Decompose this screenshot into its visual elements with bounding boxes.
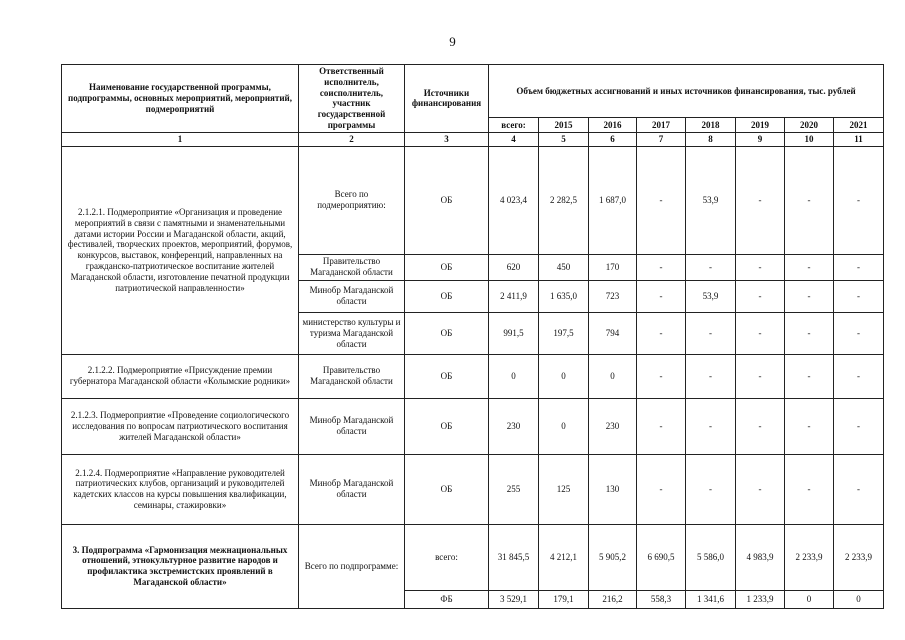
responsible-cell: Минобр Магаданской области (299, 454, 405, 524)
value-cell: - (834, 398, 884, 454)
value-cell: 4 983,9 (736, 524, 785, 590)
responsible-cell: Минобр Магаданской области (299, 398, 405, 454)
value-cell: 0 (539, 398, 589, 454)
column-number-5: 5 (539, 132, 589, 146)
table-row (62, 398, 884, 454)
source-cell: ОБ (405, 354, 489, 398)
responsible-cell: Всего по подмероприятию: (299, 146, 405, 254)
value-cell: - (736, 454, 785, 524)
column-number-row (62, 132, 884, 146)
value-cell: - (834, 280, 884, 312)
value-cell: 558,3 (637, 590, 686, 608)
source-cell: ОБ (405, 254, 489, 280)
value-cell: 230 (489, 398, 539, 454)
value-cell: 1 635,0 (539, 280, 589, 312)
column-number-10: 10 (785, 132, 834, 146)
value-cell: 3 529,1 (489, 590, 539, 608)
value-cell: 991,5 (489, 312, 539, 354)
value-cell: - (834, 312, 884, 354)
value-cell: 170 (589, 254, 637, 280)
value-cell: - (785, 254, 834, 280)
header-year-0: всего: (489, 118, 539, 132)
header-sources: Источники финансирования (405, 65, 489, 133)
value-cell: 230 (589, 398, 637, 454)
page-number: 9 (449, 34, 456, 49)
value-cell: - (785, 354, 834, 398)
column-number-7: 7 (637, 132, 686, 146)
value-cell: - (736, 398, 785, 454)
column-number-4: 4 (489, 132, 539, 146)
column-number-11: 11 (834, 132, 884, 146)
source-cell: ОБ (405, 312, 489, 354)
header-year-6: 2020 (785, 118, 834, 132)
header-year-3: 2017 (637, 118, 686, 132)
source-cell: ОБ (405, 398, 489, 454)
responsible-cell: Минобр Магаданской области (299, 280, 405, 312)
source-cell: ОБ (405, 454, 489, 524)
value-cell: - (834, 454, 884, 524)
column-number-2: 2 (299, 132, 405, 146)
value-cell: 2 233,9 (834, 524, 884, 590)
header-program-name: Наименование государственной программы, подпрограммы, основных мероприятий, мероприятий, подмероприятий (62, 65, 299, 133)
value-cell: 197,5 (539, 312, 589, 354)
program-name-cell: 2.1.2.2. Подмероприятие «Присуждение премии губернатора Магаданской области «Колымские родники» (62, 354, 299, 398)
value-cell: - (785, 454, 834, 524)
value-cell: 1 233,9 (736, 590, 785, 608)
header-responsible: Ответственный исполнитель, соисполнитель, участник государственной программы (299, 65, 405, 133)
responsible-cell: Правительство Магаданской области (299, 354, 405, 398)
value-cell: 620 (489, 254, 539, 280)
value-cell: - (637, 454, 686, 524)
column-number-9: 9 (736, 132, 785, 146)
header-row (62, 65, 884, 118)
value-cell: 5 905,2 (589, 524, 637, 590)
source-cell: ОБ (405, 146, 489, 254)
header-year-7: 2021 (834, 118, 884, 132)
program-name-cell: 2.1.2.3. Подмероприятие «Проведение социологического исследования по вопросам патриотического воспитания жителей Магаданской области» (62, 398, 299, 454)
value-cell: 2 282,5 (539, 146, 589, 254)
value-cell: - (785, 398, 834, 454)
value-cell: 0 (834, 590, 884, 608)
value-cell: - (834, 354, 884, 398)
value-cell: - (834, 146, 884, 254)
value-cell: - (637, 312, 686, 354)
value-cell: - (637, 398, 686, 454)
value-cell: 2 411,9 (489, 280, 539, 312)
value-cell: 450 (539, 254, 589, 280)
responsible-cell: Всего по подпрограмме: (299, 524, 405, 608)
value-cell: - (736, 280, 785, 312)
table-row (62, 454, 884, 524)
program-name-cell: 3. Подпрограмма «Гармонизация межнациональных отношений, этнокультурное развитие народов и профилактика экстремистских проявлений в Магаданской области» (62, 524, 299, 608)
value-cell: 2 233,9 (785, 524, 834, 590)
value-cell: - (686, 398, 736, 454)
value-cell: - (736, 312, 785, 354)
value-cell: - (785, 280, 834, 312)
value-cell: - (686, 454, 736, 524)
value-cell: - (736, 146, 785, 254)
value-cell: - (637, 146, 686, 254)
value-cell: 4 023,4 (489, 146, 539, 254)
value-cell: - (637, 254, 686, 280)
value-cell: 0 (539, 354, 589, 398)
responsible-cell: Правительство Магаданской области (299, 254, 405, 280)
value-cell: - (686, 312, 736, 354)
value-cell: 53,9 (686, 146, 736, 254)
value-cell: 0 (589, 354, 637, 398)
value-cell: - (736, 254, 785, 280)
value-cell: - (686, 254, 736, 280)
value-cell: 130 (589, 454, 637, 524)
value-cell: 1 687,0 (589, 146, 637, 254)
value-cell: 723 (589, 280, 637, 312)
header-volume: Объем бюджетных ассигнований и иных источников финансирования, тыс. рублей (489, 65, 884, 118)
table-row (62, 146, 884, 254)
value-cell: 0 (489, 354, 539, 398)
value-cell: - (637, 280, 686, 312)
source-cell: ФБ (405, 590, 489, 608)
column-number-3: 3 (405, 132, 489, 146)
source-cell: всего: (405, 524, 489, 590)
value-cell: - (785, 312, 834, 354)
value-cell: 31 845,5 (489, 524, 539, 590)
value-cell: - (736, 354, 785, 398)
value-cell: 6 690,5 (637, 524, 686, 590)
value-cell: 255 (489, 454, 539, 524)
table-row (62, 524, 884, 590)
column-number-8: 8 (686, 132, 736, 146)
value-cell: - (785, 146, 834, 254)
header-year-5: 2019 (736, 118, 785, 132)
header-year-1: 2015 (539, 118, 589, 132)
header-year-2: 2016 (589, 118, 637, 132)
program-name-cell: 2.1.2.4. Подмероприятие «Направление руководителей патриотических клубов, организаций и руководителей кадетских классов на курсы повышения квалификации, семинары, стажировки» (62, 454, 299, 524)
table-row (62, 354, 884, 398)
header-year-4: 2018 (686, 118, 736, 132)
program-name-cell: 2.1.2.1. Подмероприятие «Организация и проведение мероприятий в связи с памятными и знаменательными датами истории России и Магаданской области, акций, фестивалей, творческих проектов, мероприятий, форумов, конкурсов, выставок, конференций, направленных на гражданско-патриотическое воспитание жителей Магаданской области, изготовление печатной продукции патриотической направленности» (62, 146, 299, 354)
value-cell: - (686, 354, 736, 398)
value-cell: 1 341,6 (686, 590, 736, 608)
source-cell: ОБ (405, 280, 489, 312)
value-cell: 179,1 (539, 590, 589, 608)
value-cell: 5 586,0 (686, 524, 736, 590)
value-cell: 4 212,1 (539, 524, 589, 590)
value-cell: 125 (539, 454, 589, 524)
value-cell: 53,9 (686, 280, 736, 312)
budget-table (61, 64, 884, 609)
column-number-6: 6 (589, 132, 637, 146)
responsible-cell: министерство культуры и туризма Магаданской области (299, 312, 405, 354)
value-cell: 794 (589, 312, 637, 354)
column-number-1: 1 (62, 132, 299, 146)
value-cell: - (637, 354, 686, 398)
value-cell: 0 (785, 590, 834, 608)
value-cell: - (834, 254, 884, 280)
value-cell: 216,2 (589, 590, 637, 608)
